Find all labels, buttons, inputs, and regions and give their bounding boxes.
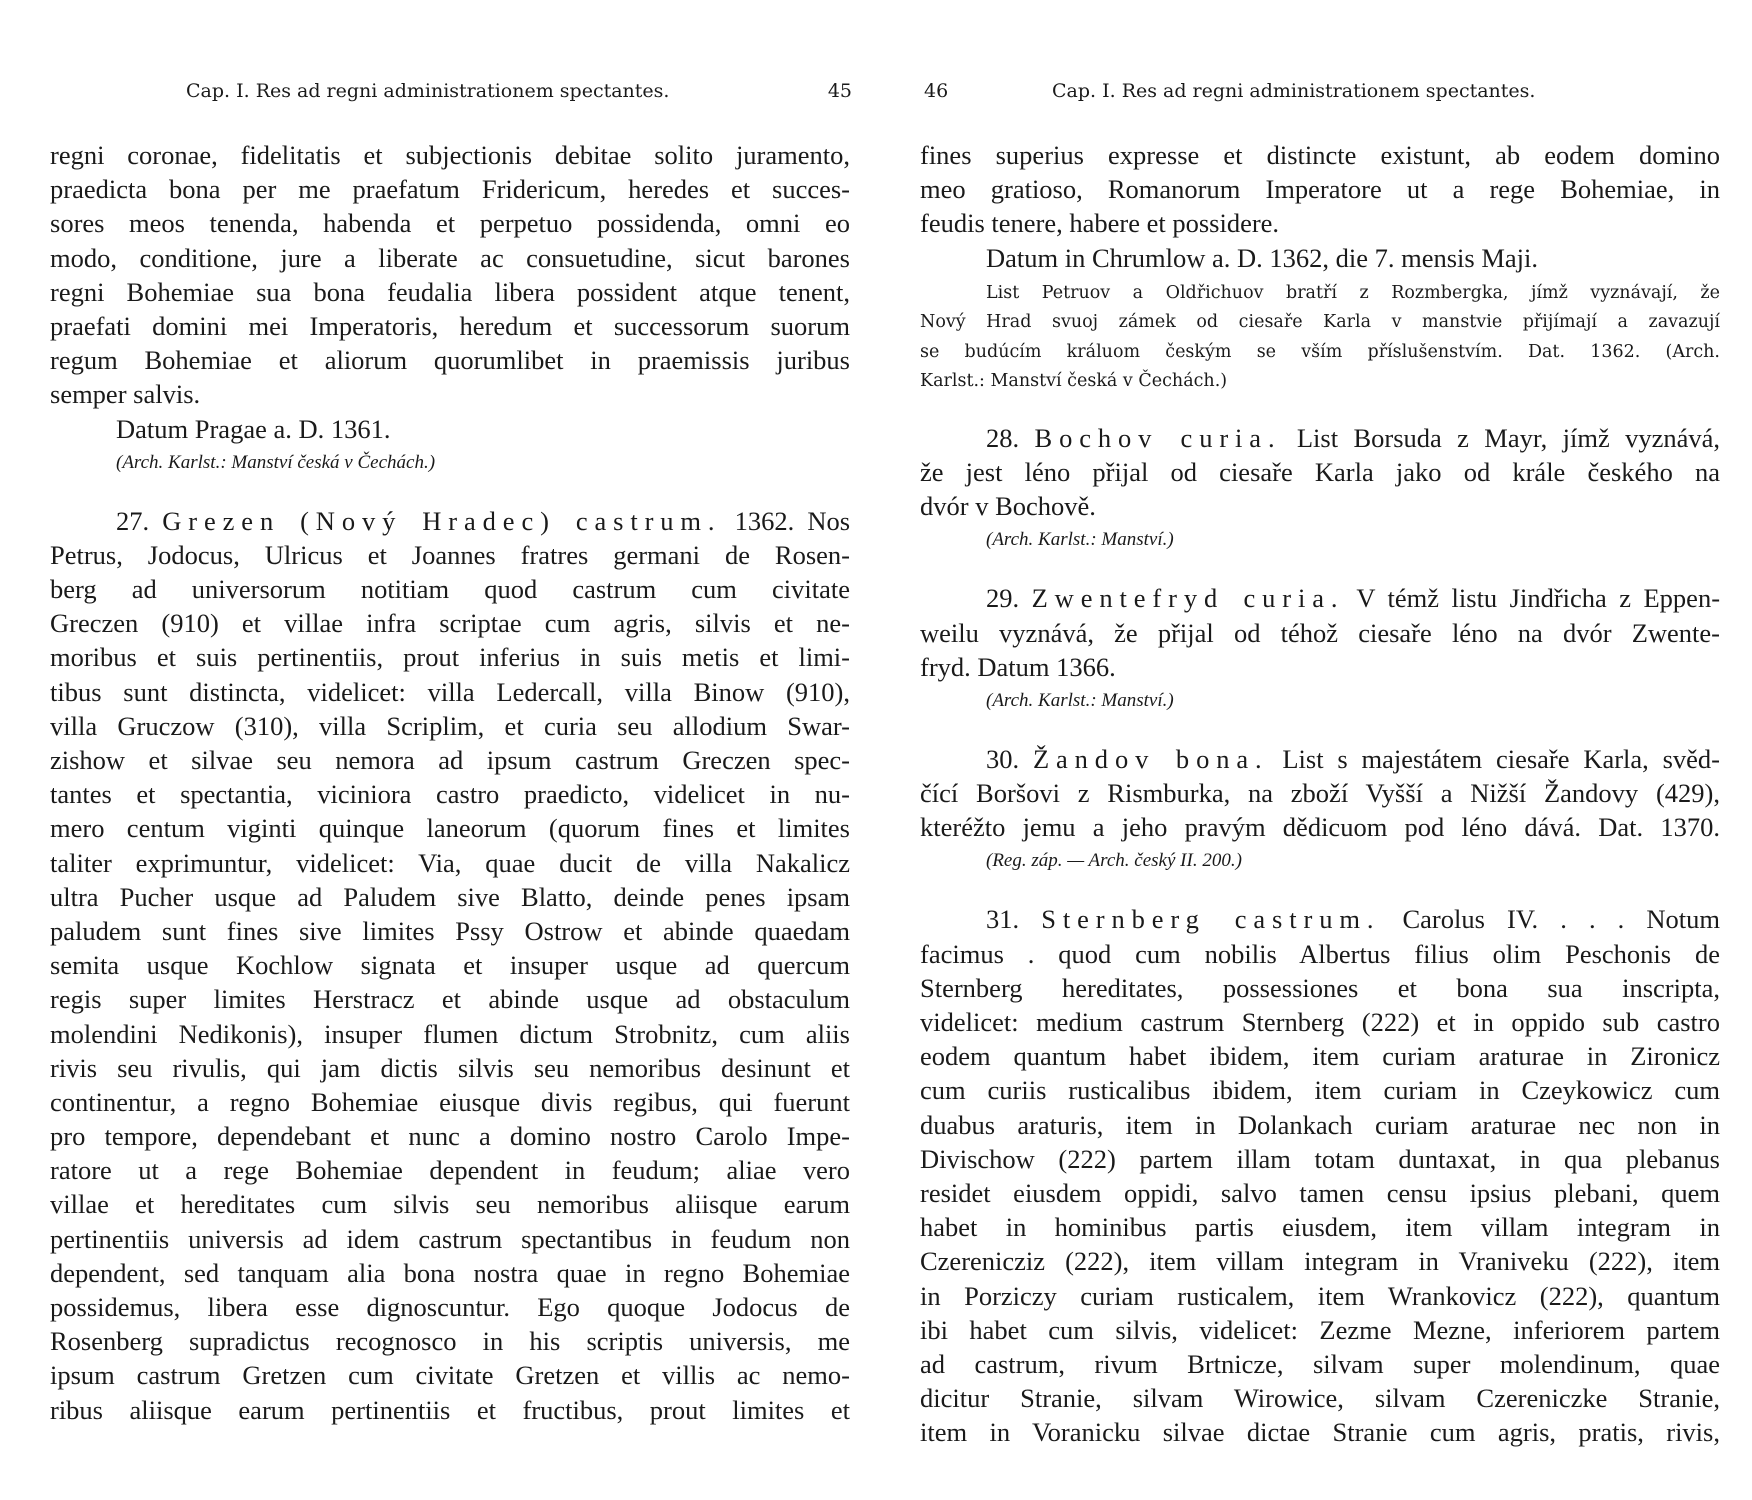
text-line: fryd. Datum 1366. (920, 651, 1116, 682)
text-line: moribus et suis pertinentiis, prout inferius in suis metis et limi- (50, 642, 850, 673)
dated-line: Datum Pragae a. D. 1361. (116, 413, 391, 444)
text-line: continentur, a regno Bohemiae eiusque divis regibus, qui fuerunt (50, 1086, 850, 1117)
text-line: possidemus, libera esse dignoscuntur. Ego quoque Jodocus de (50, 1292, 850, 1322)
text-line: zishow et silvae seu nemora ad ipsum castrum Greczen spec- (50, 745, 850, 775)
text-line: paludem sunt fines sive limites Pssy Ostrow et abinde quaedam (50, 915, 850, 946)
text-line: taliter exprimuntur, videlicet: Via, quae ducit de villa Nakalicz (50, 847, 850, 878)
text-line: regni coronae, fidelitatis et subjectionis debitae solito juramento, (50, 140, 850, 170)
text-line: modo, conditione, jure a liberate ac consuetudine, sicut barones (50, 242, 850, 273)
text-line: cum curiis rusticalibus ibidem, item curiam in Czeykowicz cum (920, 1075, 1720, 1106)
text-line: regum Bohemiae et aliorum quorumlibet in praemissis juribus (50, 345, 850, 376)
text-line: eodem quantum habet ibidem, item curiam araturae in Zironicz (920, 1041, 1720, 1072)
right-page (920, 0, 1720, 1500)
text-line: Sternberg hereditates, possessiones et bona sua inscripta, (920, 972, 1720, 1003)
dated-line: Datum in Chrumlow a. D. 1362, die 7. mensis Maji. (986, 242, 1539, 273)
text-line: in Porziczy curiam rusticalem, item Wrankovicz (222), quantum (920, 1280, 1720, 1311)
entry-heading (920, 742, 1720, 776)
entry-number: 28. (986, 422, 1020, 453)
text-line: dicitur Stranie, silvam Wirowice, silvam Czereniczke Stranie, (920, 1383, 1720, 1414)
entry-title: Grezen (Nový Hradec) castrum. (162, 505, 722, 536)
entry-title: Žandov bona. (1032, 743, 1269, 774)
text-line: ad castrum, rivum Brtnicze, silvam super molendinum, quae (920, 1348, 1720, 1379)
text-line: Divischow (222) partem illam totam duntaxat, in qua plebanus (920, 1143, 1720, 1174)
source-citation: (Arch. Karlst.: Manství česká v Čechách.) (116, 451, 436, 473)
entry-heading (920, 902, 1720, 936)
text-line: Rosenberg supradictus recognosco in his scriptis universis, me (50, 1326, 850, 1357)
text-line: fines superius expresse et distincte existunt, ab eodem domino (920, 140, 1720, 170)
source-citation: (Arch. Karlst.: Manství.) (986, 689, 1174, 711)
text-line: habet in hominibus partis eiusdem, item villam integram in (920, 1212, 1720, 1243)
text-line: villa Gruczow (310), villa Scriplim, et curia seu allodium Swar- (50, 710, 850, 741)
text-line: praedicta bona per me praefatum Fridericum, heredes et succes- (50, 174, 850, 205)
text-line: mero centum viginti quinque laneorum (quorum fines et limites (50, 813, 850, 844)
text-line: Czerenicziz (222), item villam integram in Vraniveku (222), item (920, 1246, 1720, 1277)
entry-heading-rest: List Borsuda z Mayr, jímž vyznává, (1296, 422, 1720, 453)
entry-heading-rest: V témž listu Jindřicha z Eppen- (1356, 583, 1721, 614)
text-line: ipsum castrum Gretzen cum civitate Gretzen et villis ac nemo- (50, 1360, 850, 1391)
text-line: dependent, sed tanquam alia bona nostra quae in regno Bohemiae (50, 1257, 850, 1288)
regest-paragraph (920, 279, 1720, 397)
text-line: Greczen (910) et villae infra scriptae cum agris, silvis et ne- (50, 608, 850, 639)
entry-title: Bochov curia. (1034, 422, 1282, 453)
entry-heading-rest: List s majestátem ciesaře Karla, svěd- (1282, 743, 1720, 774)
text-line: kteréžto jemu a jeho pravým dědicuom pod léno dává. Dat. 1370. (920, 812, 1720, 843)
text-line: feudis tenere, habere et possidere. (920, 208, 1280, 239)
entry-heading-rest: 1362. Nos (734, 505, 851, 536)
page-number: 46 (924, 80, 949, 102)
text-line: pro tempore, dependebant et nunc a domino nostro Carolo Impe- (50, 1121, 850, 1152)
entry-heading-rest: Carolus IV. . . . Notum (1402, 904, 1721, 935)
entry-number: 27. (116, 505, 150, 536)
text-line: facimus . quod cum nobilis Albertus filius olim Peschonis de (920, 938, 1720, 969)
header-title: Cap. I. Res ad regni administrationem spectantes. (186, 80, 670, 102)
text-line: weilu vyznává, že přijal od téhož ciesaře léno na dvór Zwente- (920, 617, 1720, 648)
text-line: rivis seu rivulis, qui jam dictis silvis seu nemoribus desinunt et (50, 1052, 850, 1083)
left-page (50, 0, 850, 1500)
text-line: čící Boršovi z Rismburka, na zboží Vyšší a Nižší Žandovy (429), (920, 778, 1720, 809)
entry-heading (920, 581, 1720, 615)
page-number: 45 (827, 80, 852, 102)
page-body (50, 138, 850, 1427)
entry-number: 29. (986, 583, 1020, 614)
regest-line: List Petruov a Oldřichuov bratří z Rozmbergka, jímž vyznávají, že (986, 282, 1720, 303)
entry-number: 30. (986, 743, 1020, 774)
text-line: residet eiusdem oppidi, salvo tamen censu ipsius plebani, quem (920, 1177, 1720, 1208)
entry-title: Sternberg castrum. (1041, 904, 1381, 935)
entry-number: 31. (986, 904, 1020, 935)
text-line: villae et hereditates cum silvis seu nemoribus aliisque earum (50, 1189, 850, 1220)
text-line: ratore ut a rege Bohemiae dependent in feudum; aliae vero (50, 1155, 850, 1186)
text-line: semper salvis. (50, 379, 201, 410)
regest-line: se budúcím králuom českým se vším příslušenstvím. Dat. 1362. (Arch. (920, 341, 1720, 362)
entry-heading (50, 504, 850, 538)
text-line: duabus araturis, item in Dolankach curiam araturae nec non in (920, 1109, 1720, 1140)
text-line: sores meos tenenda, habenda et perpetuo possidenda, omni eo (50, 208, 850, 239)
running-header (920, 80, 1720, 110)
text-line: praefati domini mei Imperatoris, heredum et successorum suorum (50, 310, 850, 341)
text-line: semita usque Kochlow signata et insuper usque ad quercum (50, 950, 850, 981)
text-line: molendini Nedikonis), insuper flumen dictum Strobnitz, cum aliis (50, 1018, 850, 1049)
text-line: item in Voranicku silvae dictae Stranie cum agris, pratis, rivis, (920, 1417, 1720, 1448)
text-line: pertinentiis universis ad idem castrum spectantibus in feudum non (50, 1223, 850, 1254)
text-line: ribus aliisque earum pertinentiis et fructibus, prout limites et (50, 1394, 850, 1425)
text-line: tantes et spectantia, viciniora castro praedicto, videlicet in nu- (50, 779, 850, 810)
regest-line: Karlst.: Manství česká v Čechách.) (920, 371, 1228, 392)
text-line: tibus sunt distincta, videlicet: villa Ledercall, villa Binow (910), (50, 676, 850, 707)
source-citation: (Reg. záp. — Arch. český II. 200.) (986, 850, 1242, 872)
text-line: Petrus, Jodocus, Ulricus et Joannes fratres germani de Rosen- (50, 539, 850, 570)
header-title: Cap. I. Res ad regni administrationem spectantes. (1052, 80, 1536, 102)
text-line: videlicet: medium castrum Sternberg (222) et in oppido sub castro (920, 1007, 1720, 1037)
source-citation: (Arch. Karlst.: Manství.) (986, 529, 1174, 551)
text-line: regni Bohemiae sua bona feudalia libera possident atque tenent, (50, 276, 850, 307)
text-line: ibi habet cum silvis, videlicet: Zezme Mezne, inferiorem partem (920, 1314, 1720, 1345)
regest-line: Nový Hrad svuoj zámek od ciesaře Karla v manstvie přijímají a zavazují (920, 312, 1720, 333)
text-line: regis super limites Herstracz et abinde usque ad obstaculum (50, 984, 850, 1015)
page-body (920, 138, 1720, 1449)
text-line: ultra Pucher usque ad Paludem sive Blatto, deinde penes ipsam (50, 881, 850, 912)
text-line: meo gratioso, Romanorum Imperatore ut a rege Bohemiae, in (920, 174, 1720, 205)
running-header (50, 80, 850, 110)
entry-title: Zwentefryd curia. (1031, 583, 1345, 614)
text-line: že jest léno přijal od ciesaře Karla jako od krále českého na (920, 456, 1720, 487)
text-line: dvór v Bochově. (920, 491, 1096, 522)
text-line: berg ad universorum notitiam quod castrum cum civitate (50, 574, 850, 605)
entry-heading (920, 421, 1720, 455)
